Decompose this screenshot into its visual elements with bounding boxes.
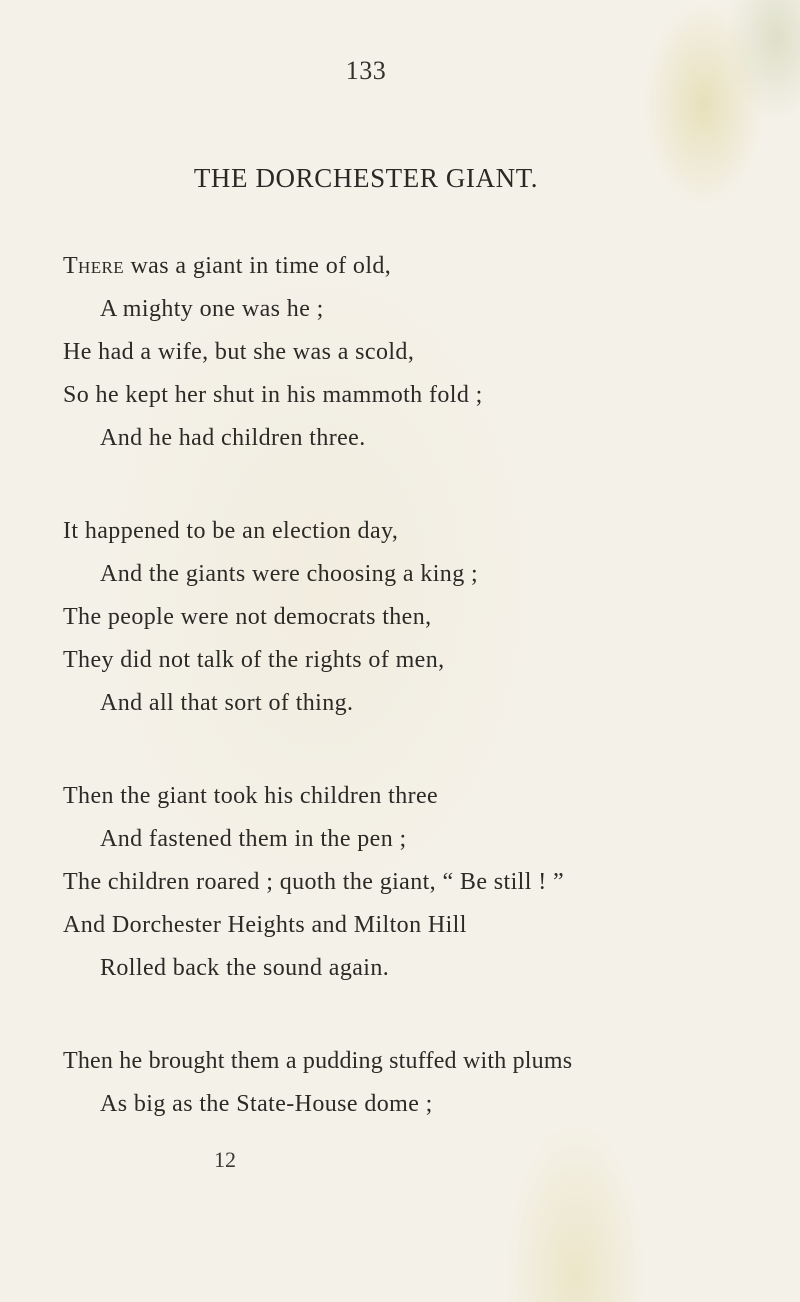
- verse-line: It happened to be an election day,: [63, 518, 399, 544]
- verse-line: And he had children three.: [100, 425, 366, 451]
- poem-title: THE DORCHESTER GIANT.: [193, 163, 539, 193]
- verse-line-text: was a giant in time of old,: [124, 253, 392, 279]
- verse-line: Rolled back the sound again.: [100, 955, 390, 981]
- verse-line: The people were not democrats then,: [63, 604, 432, 630]
- verse-line: And the giants were choosing a king ;: [100, 561, 479, 587]
- verse-line: As big as the State-House dome ;: [100, 1091, 433, 1117]
- verse-line: So he kept her shut in his mammoth fold ;: [63, 382, 483, 408]
- verse-line: [63, 253, 391, 280]
- verse-line: A mighty one was he ;: [100, 296, 324, 322]
- verse-line: And Dorchester Heights and Milton Hill: [63, 912, 467, 938]
- verse-line: And all that sort of thing.: [100, 690, 354, 716]
- signature-mark: 12: [214, 1147, 236, 1172]
- verse-line: Then he brought them a pudding stuffed with plums: [63, 1048, 573, 1074]
- verse-line: He had a wife, but she was a scold,: [63, 339, 415, 365]
- verse-line: Then the giant took his children three: [63, 783, 439, 809]
- verse-line: They did not talk of the rights of men,: [63, 647, 445, 673]
- page-number: 133: [345, 56, 387, 85]
- verse-line: And fastened them in the pen ;: [100, 826, 407, 852]
- verse-line: The children roared ; quoth the giant, “ Be still ! ”: [63, 869, 565, 895]
- verse-opening-word: There: [63, 253, 125, 279]
